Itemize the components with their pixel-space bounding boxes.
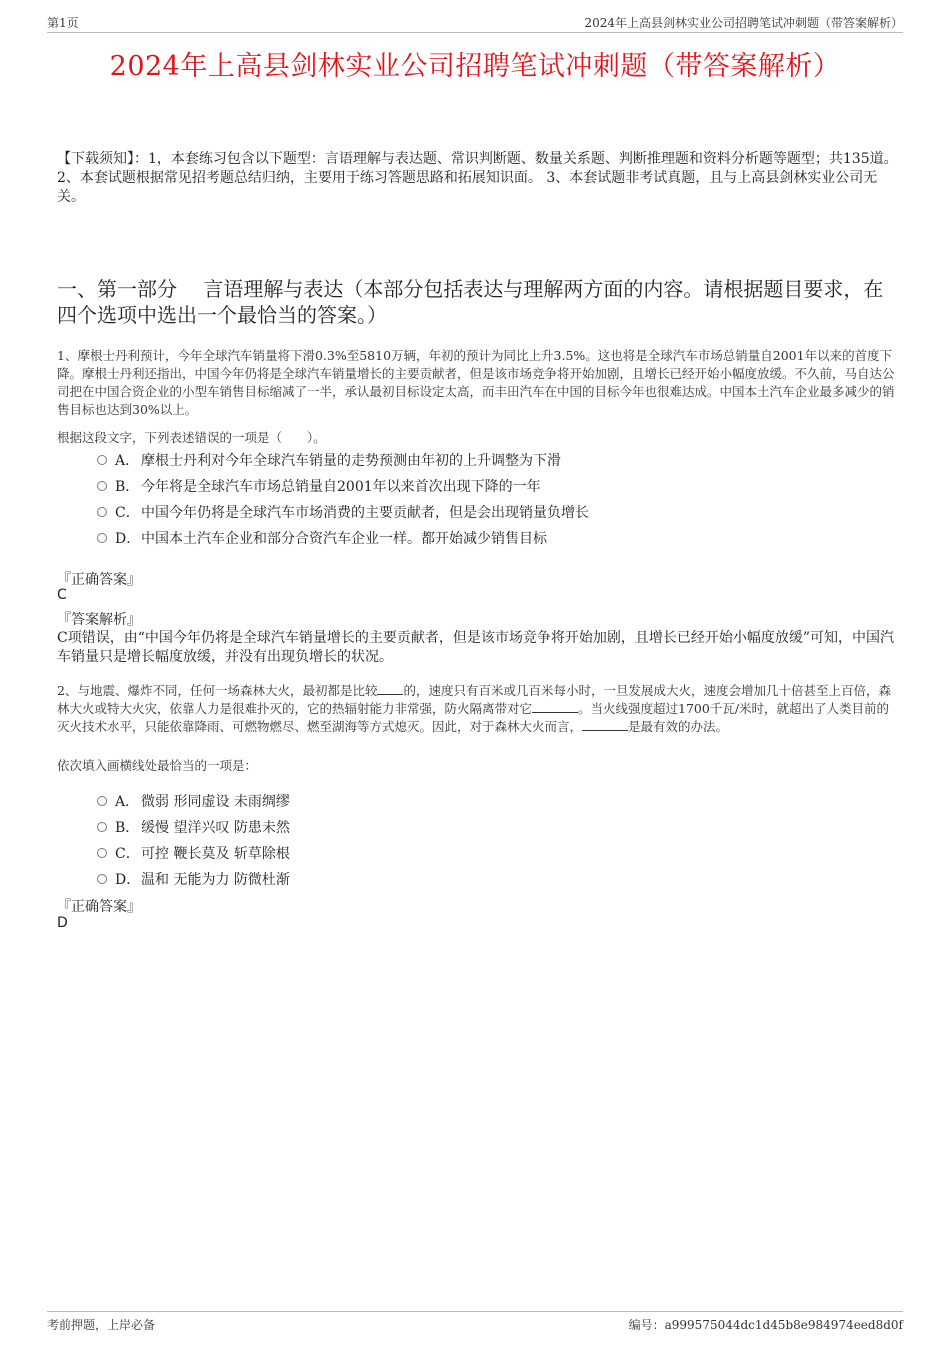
question-1-answer: C	[57, 587, 67, 603]
question-2-option-c[interactable]: C．可控 鞭长莫及 斩草除根	[97, 843, 290, 863]
footer-serial: 编号：a999575044dc1d45b8e984974eed8d0f	[628, 1318, 903, 1332]
question-1-option-d[interactable]: D．中国本土汽车企业和部分合资汽车企业一样。都开始减少销售目标	[97, 528, 547, 548]
question-1-option-a[interactable]: A． 摩根士丹利对今年全球汽车销量的走势预测由年初的上升调整为下滑	[97, 450, 561, 470]
question-2-option-d[interactable]: D．温和 无能为力 防微杜渐	[97, 869, 290, 889]
radio-icon[interactable]	[97, 848, 107, 858]
radio-icon[interactable]	[97, 481, 107, 491]
radio-icon[interactable]	[97, 455, 107, 465]
question-1-option-c[interactable]: C．中国今年仍将是全球汽车市场消费的主要贡献者，但是会出现销量负增长	[97, 502, 589, 522]
question-1-analysis: C项错误，由“中国今年仍将是全球汽车销量增长的主要贡献者，但是该市场竞争将开始加剧，且增长已经开始小幅度放缓”可知，中国汽车销量只是增长幅度放缓，并没有出现负增长的状况。	[57, 630, 895, 665]
question-2-answer-label: 『正确答案』	[57, 899, 141, 915]
question-2-option-b[interactable]: B． 缓慢 望洋兴叹 防患未然	[97, 817, 290, 837]
question-1-analysis-label: 『答案解析』	[57, 612, 141, 628]
question-1-stem: 根据这段文字，下列表述错误的一项是（ ）。	[57, 430, 326, 445]
question-2-answer: D	[57, 915, 68, 931]
radio-icon[interactable]	[97, 507, 107, 517]
radio-icon[interactable]	[97, 796, 107, 806]
page-footer	[47, 1311, 903, 1334]
page-header	[47, 14, 903, 33]
fill-blank	[582, 718, 628, 731]
fill-blank	[377, 682, 403, 695]
section-heading: 一、第一部分 言语理解与表达（本部分包括表达与理解两方面的内容。请根据题目要求，在四个选项中选出一个最恰当的答案。）	[57, 277, 884, 327]
page-title: 2024年上高县剑林实业公司招聘笔试冲刺题（带答案解析）	[109, 51, 841, 82]
radio-icon[interactable]	[97, 533, 107, 543]
download-notice: 【下载须知】：1，本套练习包含以下题型：言语理解与表达题、常识判断题、数量关系题、判断推理题和资料分析题等题型；共135道。 2、本套试题根据常见招考题总结归纳，主要用于练习答题思路和拓展知识面。 3、本套试题非考试真题，且与上高县剑林实业公司无关。	[57, 151, 898, 205]
question-1-text: 1、摩根士丹利预计，今年全球汽车销量将下滑0.3%至5810万辆，年初的预计为同比上升3.5%。这也将是全球汽车市场总销量自2001年以来的首度下降。摩根士丹利还指出，中国今年仍将是全球汽车销量增长的主要贡献者，但是该市场竞争将开始加剧，且增长已经开始小幅度放缓。不久前，马自达公司把在中国合资企业的小型车销售目标缩减了一半，承认最初目标设定太高，而丰田汽车在中国的目标今年也很难达成。中国本土汽车企业最多减少的销售目标也达到30%以上。	[57, 348, 895, 417]
fill-blank	[532, 700, 578, 713]
page-number: 第1页	[47, 16, 79, 30]
question-1-option-b[interactable]: B． 今年将是全球汽车市场总销量自2001年以来首次出现下降的一年	[97, 476, 541, 496]
header-doc-title: 2024年上高县剑林实业公司招聘笔试冲刺题（带答案解析）	[584, 16, 903, 30]
question-1-answer-label: 『正确答案』	[57, 572, 141, 588]
radio-icon[interactable]	[97, 822, 107, 832]
question-2-option-a[interactable]: A． 微弱 形同虚设 未雨绸缪	[97, 791, 290, 811]
question-2-stem: 依次填入画横线处最恰当的一项是：	[57, 758, 258, 773]
footer-slogan: 考前押题，上岸必备	[47, 1318, 156, 1332]
question-2-text: 2、与地震、爆炸不同，任何一场森林大火，最初都是比较 的，速度只有百米或几百米每小时，一旦发展成大火，速度会增加几十倍甚至上百倍，森林大火或特大火灾，依靠人力是很难扑灭的，它的热辐射能力非常强，防火隔离带对它 。当火线强度超过1700千瓦/米时，就超出了人类目前的灭火技术水平，只能依靠降雨、可燃物燃尽、燃至湖海等方式熄灭。因此，对于森林大火而言， 是最有效的办法。	[57, 683, 891, 734]
radio-icon[interactable]	[97, 874, 107, 884]
